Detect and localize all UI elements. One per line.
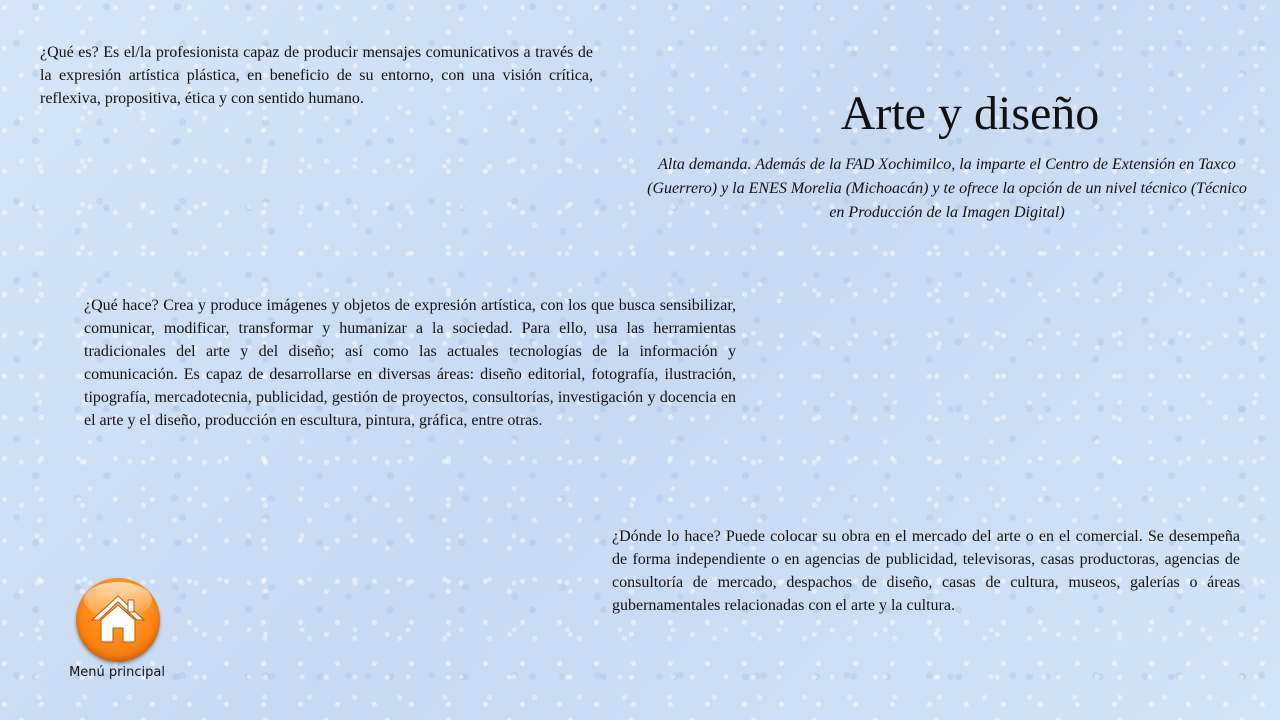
que-hace-paragraph: ¿Qué hace? Crea y produce imágenes y objetos de expresión artística, con los que busca sensibilizar, comunicar, modificar, transformar y humanizar a la sociedad. Para ello, usa las herramientas tradicionales del arte y del diseño; así como las actuales tecnologías de la información y comunicación. Es capaz de desarrollarse en diversas áreas: diseño editorial, fotografía, ilustración, tipografía, mercadotecnia, publicidad, gestión de proyectos, consultorías, investigación y docencia en el arte y el diseño, producción en escultura, pintura, gráfica, entre otras.: [84, 297, 736, 429]
donde-paragraph: ¿Dónde lo hace? Puede colocar su obra en el mercado del arte o en el comercial. Se desempeña de forma independiente o en agencias de publicidad, televisoras, casas productoras, agencias de consultoría de mercado, despachos de diseño, casas de cultura, museos, galerías o áreas gubernamentales relacionadas con el arte y la cultura.: [612, 528, 1240, 614]
page-title: Arte y diseño: [840, 87, 1100, 140]
subtitle-paragraph: Alta demanda. Además de la FAD Xochimilco, la imparte el Centro de Extensión en Taxco (Guerrero) y la ENES Morelia (Michoacán) y te ofrece la opción de un nivel técnico (Técnico en Producción de la Imagen Digital): [647, 156, 1247, 221]
que-es-paragraph: ¿Qué es? Es el/la profesionista capaz de producir mensajes comunicativos a través de la expresión artística plástica, en beneficio de su entorno, con una visión crítica, reflexiva, propositiva, ética y con sentido humano.: [40, 44, 593, 107]
home-button[interactable]: [76, 578, 160, 662]
home-icon: [88, 590, 148, 650]
menu-principal-label[interactable]: Menú principal: [69, 665, 165, 680]
